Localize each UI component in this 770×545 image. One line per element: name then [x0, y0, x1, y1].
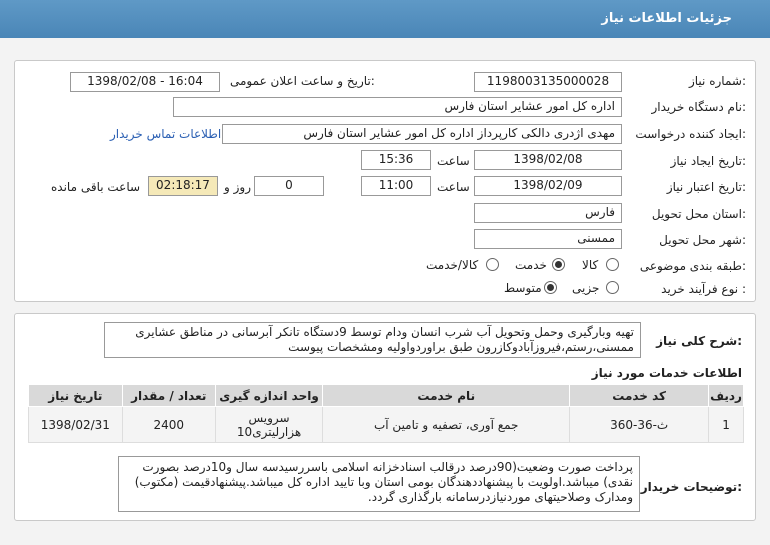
col-qty: تعداد / مقدار — [122, 385, 215, 407]
validity-date-field[interactable]: 1398/02/09 — [474, 176, 622, 196]
creator-label: ایجاد کننده درخواست: — [635, 127, 746, 141]
city-label: شهر محل تحویل: — [659, 233, 746, 247]
need-number-field[interactable]: 1198003135000028 — [474, 72, 622, 92]
category-both-label: کالا/خدمت — [426, 258, 479, 272]
cell-name: جمع آوری، تصفیه و تامین آب — [323, 407, 570, 443]
col-date: تاریخ نیاز — [29, 385, 123, 407]
summary-label: شرح کلی نیاز: — [656, 334, 742, 348]
cell-row: 1 — [709, 407, 744, 443]
province-field[interactable]: فارس — [474, 203, 622, 223]
validity-time-label: ساعت — [437, 180, 470, 194]
announce-label: تاریخ و ساعت اعلان عمومی: — [230, 74, 375, 88]
category-both-radio[interactable] — [486, 258, 499, 271]
process-partial-label: جزیی — [572, 281, 600, 295]
page-title: جزئیات اطلاعات نیاز — [601, 11, 732, 26]
buyer-label: نام دستگاه خریدار: — [651, 100, 746, 114]
process-medium-label: متوسط — [504, 281, 542, 295]
cell-date: 1398/02/31 — [29, 407, 123, 443]
process-medium-radio[interactable] — [544, 281, 557, 294]
services-title: اطلاعات خدمات مورد نیاز — [591, 366, 742, 380]
validity-time-field[interactable]: 11:00 — [361, 176, 431, 196]
remaining-label: ساعت باقی مانده — [51, 180, 141, 194]
province-label: استان محل تحویل: — [651, 207, 746, 221]
col-unit: واحد اندازه گیری — [215, 385, 322, 407]
summary-text: تهیه وبارگیری وحمل وتحویل آب شرب انسان ودام توسط 9دستگاه تانکر آبرسانی در مناطق عشایری ممسنی،رستم،فیروزآبادوکازرون طبق براوردواولیه ومشخصات پیوست — [104, 322, 641, 358]
col-row: ردیف — [709, 385, 744, 407]
created-time-field[interactable]: 15:36 — [361, 150, 431, 170]
table-row — [29, 407, 744, 443]
notes-text: پرداخت صورت وضعیت(90درصد درقالب اسنادخزانه اسلامی باسررسیدسه سال و10درصد بصورت نقدی) میباشد.اولویت با پیشنهاددهندگان بومی استان وبا تایید اداره کل میباشد.پیشنهادقیمت (مکتوب) ومدارک وصلاحیتهای موردنیازدرسامانه بارگذاری گردد. — [118, 456, 640, 512]
validity-label: تاریخ اعتبار نیاز: — [666, 180, 746, 194]
notes-label: توضیحات خریدار: — [640, 480, 742, 494]
created-date-label: تاریخ ایجاد نیاز: — [670, 154, 746, 168]
category-goods-radio[interactable] — [606, 258, 619, 271]
buyer-field[interactable]: اداره کل امور عشایر استان فارس — [173, 97, 622, 117]
cell-unit-line2: 10هزارلیتری — [236, 424, 302, 439]
category-goods-label: کالا — [582, 258, 599, 272]
need-number-label: شماره نیاز: — [688, 74, 746, 88]
services-table — [28, 384, 744, 443]
creator-field[interactable]: مهدی اژدری دالکی کارپرداز اداره کل امور عشایر استان فارس — [222, 124, 622, 144]
cell-unit — [215, 407, 322, 443]
cell-qty: 2400 — [122, 407, 215, 443]
col-name: نام خدمت — [323, 385, 570, 407]
process-label: نوع فرآیند خرید : — [661, 282, 746, 296]
announce-field[interactable]: 1398/02/08 - 16:04 — [70, 72, 220, 92]
contact-link[interactable]: اطلاعات تماس خریدار — [110, 127, 222, 141]
city-field[interactable]: ممسنی — [474, 229, 622, 249]
category-service-label: خدمت — [515, 258, 547, 272]
category-label: طبقه بندی موضوعی: — [639, 259, 746, 273]
col-code: کد خدمت — [570, 385, 709, 407]
days-label: روز و — [224, 180, 251, 194]
cell-unit-line1: سرویس — [248, 410, 290, 425]
cell-code: ث-36-360 — [570, 407, 709, 443]
days-field[interactable]: 0 — [254, 176, 324, 196]
page-header — [0, 0, 770, 38]
created-date-field[interactable]: 1398/02/08 — [474, 150, 622, 170]
remaining-time-field: 02:18:17 — [148, 176, 218, 196]
created-time-label: ساعت — [437, 154, 470, 168]
category-service-radio[interactable] — [552, 258, 565, 271]
process-partial-radio[interactable] — [606, 281, 619, 294]
